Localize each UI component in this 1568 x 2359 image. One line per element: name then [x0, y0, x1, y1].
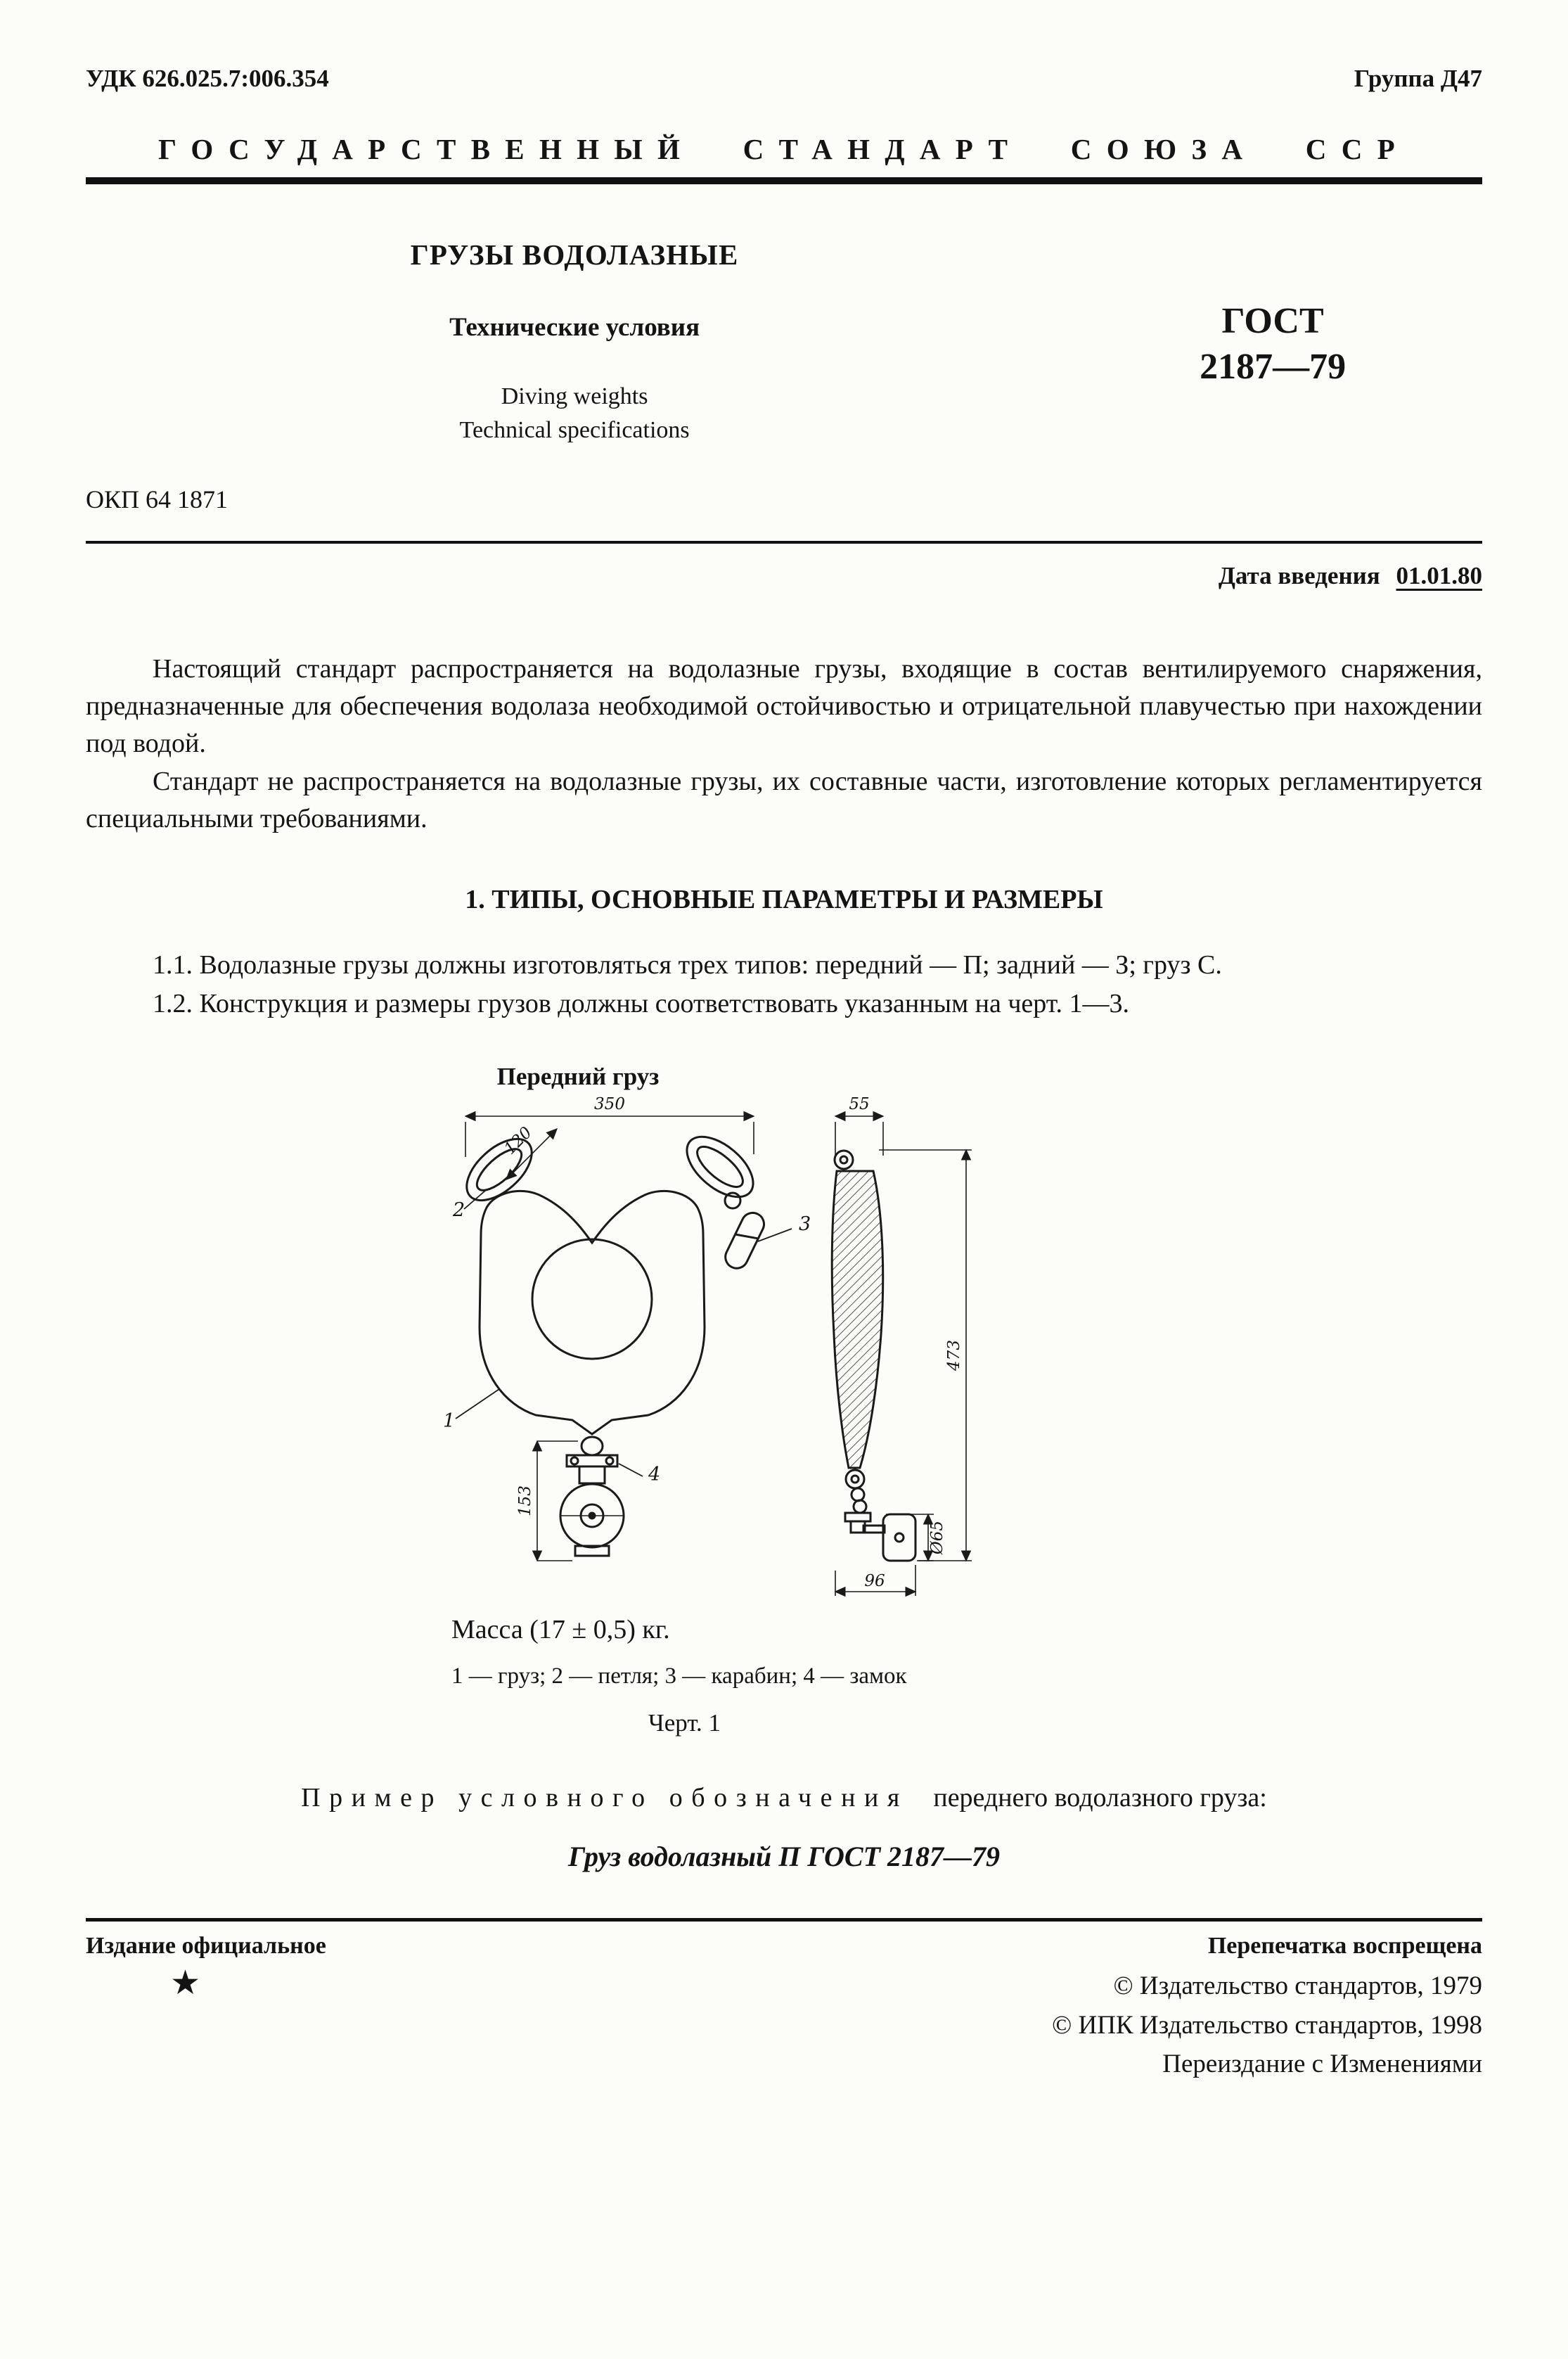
section-1-title: 1. ТИПЫ, ОСНОВНЫЕ ПАРАМЕТРЫ И РАЗМЕРЫ: [465, 884, 1103, 914]
title-block: [86, 208, 1482, 444]
reprint-forbidden-label: Перепечатка воспрещена: [1207, 1933, 1482, 1960]
reissue-note: Переиздание с Изменениями: [1162, 2050, 1482, 2079]
lock-assembly: [560, 1437, 624, 1556]
star-icon: ★: [170, 1964, 201, 2002]
side-profile-hatched: [832, 1171, 883, 1468]
dim-153: 153: [516, 1485, 534, 1517]
callout-1: 1: [443, 1410, 456, 1433]
gost-label: ГОСТ: [1221, 301, 1324, 341]
dim-350: 350: [594, 1095, 625, 1114]
introduction-date: [86, 562, 1482, 590]
item-1-1: 1.1. Водолазные грузы должны изготовляться трех типов: передний — П; задний — З; груз С.: [153, 950, 1222, 980]
figure-legend: 1 — груз; 2 — петля; 3 — карабин; 4 — замок: [451, 1663, 907, 1689]
gost-number: 2187—79: [1200, 347, 1347, 387]
example-rest-text: переднего водолазного груза:: [933, 1783, 1267, 1813]
title-english-2: Technical specifications: [459, 417, 690, 443]
date-label: Дата введения: [1218, 562, 1380, 589]
callout-2: 2: [453, 1199, 465, 1222]
footer-rule: [86, 1918, 1482, 1922]
official-edition-label: Издание официальное: [86, 1933, 326, 1960]
state-standard-header: ГОСУДАРСТВЕННЫЙ СТАНДАРТ СОЮЗА ССР: [158, 133, 1410, 165]
group-code: Группа Д47: [1354, 65, 1482, 92]
dim-96: 96: [864, 1572, 885, 1591]
lock-side-plate: [883, 1514, 915, 1561]
weight-hole: [532, 1239, 652, 1359]
okp-code: ОКП 64 1871: [86, 485, 229, 513]
paragraph-scope: Настоящий стандарт распространяется на водолазные грузы, входящие в состав вентилируемого снаряжения, предназначенные для обеспечения водолаза необходимой остойчивостью и отрицательной плавучестью при нахождении под водой.: [86, 654, 1482, 759]
okp-rule: [86, 541, 1482, 544]
figure-caption: Передний груз: [496, 1063, 660, 1091]
technical-drawing: [416, 1095, 1035, 1609]
header-rule: [86, 177, 1482, 184]
dim-473: 473: [945, 1340, 963, 1372]
copyright-block: [1052, 1967, 1482, 2084]
date-value: 01.01.80: [1396, 562, 1482, 589]
footer-bottom: [86, 1964, 1482, 2084]
link-ring: [725, 1193, 740, 1208]
example-spaced-text: Пример условного обозначения: [301, 1783, 908, 1813]
item-1-2: 1.2. Конструкция и размеры грузов должны соответствовать указанным на черт. 1—3.: [153, 989, 1130, 1019]
title-column: [86, 208, 1063, 444]
document-subtitle: Технические условия: [449, 313, 700, 342]
figure-number: Черт. 1: [648, 1709, 721, 1737]
section-1-items: [86, 946, 1482, 1023]
body-text: [86, 651, 1482, 838]
copyright-1998: © ИПК Издательство стандартов, 1998: [1052, 2010, 1482, 2040]
designation-example: Груз водолазный П ГОСТ 2187—79: [567, 1841, 1001, 1873]
copyright-1979: © Издательство стандартов, 1979: [1113, 1971, 1482, 2001]
designation-example-intro: [86, 1782, 1482, 1813]
callout-3: 3: [799, 1213, 811, 1236]
front-view: [456, 1125, 768, 1556]
side-view: [832, 1151, 915, 1561]
document-title: ГРУЗЫ ВОДОЛАЗНЫЕ: [410, 238, 739, 271]
top-row: [86, 65, 1482, 93]
udk-code: УДК 626.025.7:006.354: [86, 65, 329, 92]
callout-4: 4: [648, 1464, 661, 1486]
title-english-1: Diving weights: [501, 383, 648, 409]
gost-number-block: [1063, 208, 1482, 444]
dim-dia-65: Ø65: [928, 1521, 946, 1555]
weight-body: [480, 1191, 705, 1435]
dim-120: 120: [501, 1123, 536, 1158]
footer-row: [86, 1933, 1482, 1960]
mass-note: Масса (17 ± 0,5) кг.: [451, 1615, 670, 1645]
paragraph-exclusion: Стандарт не распространяется на водолазные грузы, их составные части, изготовление которых регламентируется специальными требованиями.: [86, 766, 1482, 833]
dim-55: 55: [849, 1095, 870, 1114]
loop-right: [676, 1125, 764, 1208]
